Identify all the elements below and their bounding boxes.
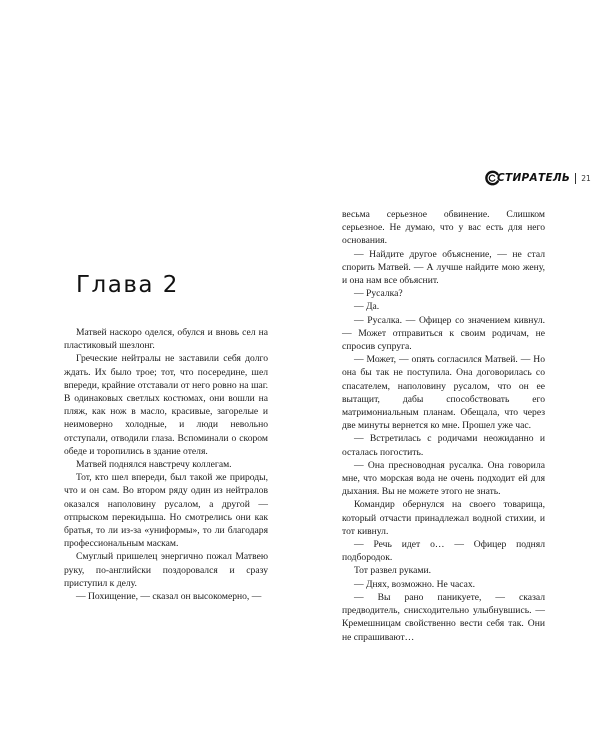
paragraph: Матвей поднялся навстречу коллегам. bbox=[76, 459, 232, 471]
paragraph: — Русалка. — Офицер со значением кивнул. — Может отправиться к своим родичам, не спросив супруга. bbox=[342, 314, 545, 353]
paragraph: Матвей наскоро оделся, обулся и вновь сел на пластиковый шезлонг. bbox=[64, 327, 268, 352]
paragraph: Тот, кто шел впереди, был такой же природы, что и он сам. Во втором ряду один из нейтралов оказался наполовину русалом, а другой — отпрыском перекидыша. Но смотрелись они как братья, то ли из-за «униформы», то ли благодаря профессиональным маскам. bbox=[64, 472, 268, 550]
left-page-text bbox=[64, 326, 268, 603]
paragraph: Тот развел руками. bbox=[354, 565, 432, 577]
paragraph: — Она пресноводная русалка. Она говорила мне, что морская вода не очень подходит ей для дыхания. Вы не можете этого не знать. bbox=[342, 459, 545, 498]
running-head bbox=[484, 168, 591, 188]
divider bbox=[575, 173, 576, 184]
right-page-text bbox=[342, 208, 545, 644]
chapter-title: Глава 2 bbox=[76, 272, 179, 298]
logo-text: СТИРАТЕЛЬ bbox=[497, 172, 571, 184]
paragraph: Командир обернулся на своего товарища, который отчасти принадлежал водной стихии, и тот кивнул. bbox=[342, 499, 545, 537]
paragraph: — Речь идет о… — Офицер поднял подбородок. bbox=[342, 539, 545, 564]
paragraph: — Да. bbox=[354, 301, 380, 313]
paragraph: — Русалка? bbox=[354, 288, 403, 300]
series-logo bbox=[484, 170, 570, 186]
paragraph: Греческие нейтралы не заставили себя долго ждать. Их было трое; тот, что посередине, шел впереди, крайние отставали от него ровно на шаг. В одинаковых светлых костюмах, они вошли на пляж, как нож в масло, красивые, загорелые и неимоверно холодные, и люди невольно отступали, отводили глаза. Вспоминали о скором обеде и торопились в здание отеля. bbox=[64, 353, 268, 457]
page-number: 21 bbox=[581, 173, 591, 183]
paragraph: — Вы рано паникуете, — сказал предводитель, снисходительно улыбнувшись. — Кремешницам свойственно вести себя так. Они не спрашивают… bbox=[342, 591, 545, 643]
paragraph: Смуглый пришелец энергично пожал Матвею руку, по-английски поздоровался и сразу приступил к делу. bbox=[64, 551, 268, 589]
paragraph: весьма серьезное обвинение. Слишком серьезное. Не думаю, что у вас есть для него основания. bbox=[342, 209, 545, 247]
paragraph: — Найдите другое объяснение, — не стал спорить Матвей. — А лучше найдите мою жену, и она нам все объяснит. bbox=[342, 248, 545, 287]
right-page bbox=[300, 0, 600, 750]
paragraph: — Похищение, — сказал он высокомерно, — bbox=[76, 591, 262, 603]
paragraph: — Встретилась с родичами неожиданно и осталась погостить. bbox=[342, 433, 545, 458]
paragraph: — Может, — опять согласился Матвей. — Но она бы так не поступила. Она договорилась со спасателем, наполовину русалом, что он ее вытащит, дабы способствовать его матримониальным планам. Обещала, что через две минуты вернется ко мне. Прошел уже час. bbox=[342, 354, 545, 432]
paragraph: — Днях, возможно. Не часах. bbox=[354, 578, 476, 590]
